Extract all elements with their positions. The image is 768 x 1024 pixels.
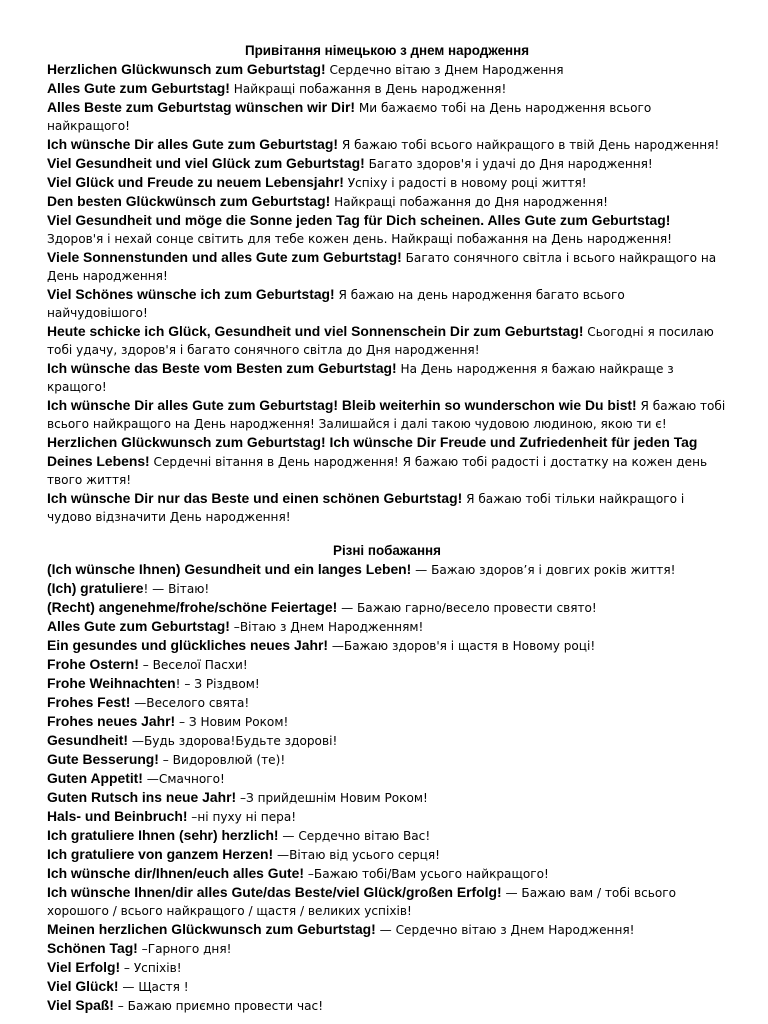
- list-item: [47, 359, 727, 396]
- ukrainian-translation: — Сердечно вітаю з Днем Народження!: [375, 923, 635, 937]
- ukrainian-translation: —Веселого свята!: [130, 696, 250, 710]
- german-phrase: Herzlichen Glückwunsch zum Geburtstag! Ich wünsche Dir Freude und Zufriedenheit für jeden Tag Deines Lebens!: [47, 434, 698, 469]
- section-spacer: [47, 526, 727, 542]
- list-item: [47, 135, 727, 154]
- ukrainian-translation: — Бажаю гарно/весело провести свято!: [337, 601, 597, 615]
- ukrainian-translation: Багато здоров'я і удачі до Дня народження!: [364, 157, 653, 171]
- list-item: [47, 939, 727, 958]
- german-phrase: Viel Schönes wünsche ich zum Geburtstag!: [47, 286, 335, 302]
- ukrainian-translation: – Бажаю приємно провести час!: [113, 999, 324, 1013]
- list-item: [47, 807, 727, 826]
- ukrainian-translation: — Щастя !: [118, 980, 189, 994]
- ukrainian-translation: Успіху і радості в новому році життя!: [343, 176, 587, 190]
- ukrainian-translation: –З прийдешнім Новим Роком!: [236, 791, 428, 805]
- ukrainian-translation: Я бажаю тобі всього найкращого на День народження! Залишайся і далі такою чудовою людиною, якою ти є!: [47, 399, 726, 431]
- german-phrase: Frohe Weihnachten: [47, 675, 176, 691]
- list-item: [47, 958, 727, 977]
- list-item: [47, 248, 727, 285]
- german-phrase: Frohes Fest!: [47, 694, 131, 710]
- list-item: [47, 60, 727, 79]
- german-phrase: Viele Sonnenstunden und alles Gute zum Geburtstag!: [47, 249, 402, 265]
- ukrainian-translation: На День народження я бажаю найкраще з кращого!: [47, 362, 674, 394]
- list-item: [47, 396, 727, 433]
- list-item: [47, 845, 727, 864]
- german-phrase: Frohe Ostern!: [47, 656, 139, 672]
- german-phrase: Ein gesundes und glückliches neues Jahr!: [47, 637, 328, 653]
- ukrainian-translation: – Успіхів!: [120, 961, 182, 975]
- ukrainian-translation: Найкращі побажання до Дня народження!: [330, 195, 608, 209]
- ukrainian-translation: — Бажаю здоров’я і довгих років життя!: [411, 563, 676, 577]
- german-phrase: Herzlichen Glückwunsch zum Geburtstag!: [47, 61, 326, 77]
- ukrainian-translation: Найкращі побажання в День народження!: [229, 82, 507, 96]
- ukrainian-translation: Ми бажаємо тобі на День народження всього найкращого!: [47, 101, 652, 133]
- german-phrase: Meinen herzlichen Glückwunsch zum Geburtstag!: [47, 921, 376, 937]
- ukrainian-translation: —Бажаю здоров'я і щастя в Новому році!: [327, 639, 596, 653]
- list-item: [47, 655, 727, 674]
- list-item: [47, 79, 727, 98]
- ukrainian-translation: –Гарного дня!: [137, 942, 232, 956]
- ukrainian-translation: –Вітаю з Днем Народженням!: [229, 620, 424, 634]
- list-item: [47, 750, 727, 769]
- german-phrase: Ich wünsche Ihnen/dir alles Gute/das Beste/viel Glück/großen Erfolg!: [47, 884, 502, 900]
- list-item: [47, 560, 727, 579]
- german-phrase: Viel Gesundheit und möge die Sonne jeden Tag für Dich scheinen. Alles Gute zum Geburtstag!: [47, 212, 671, 228]
- list-item: [47, 173, 727, 192]
- german-phrase: Viel Erfolg!: [47, 959, 121, 975]
- ukrainian-translation: —Вітаю від усього серця!: [273, 848, 440, 862]
- ukrainian-translation: —Смачного!: [142, 772, 225, 786]
- german-phrase: (Ich) gratuliere: [47, 580, 144, 596]
- list-item: [47, 322, 727, 359]
- list-item: [47, 433, 727, 489]
- german-phrase: Frohes neues Jahr!: [47, 713, 176, 729]
- section-title-birthday: Привітання німецькою з днем народження: [244, 43, 530, 58]
- ukrainian-translation: ! – З Різдвом!: [175, 677, 260, 691]
- ukrainian-translation: –ні пуху ні пера!: [187, 810, 297, 824]
- ukrainian-translation: Сердечно вітаю з Днем Народження: [325, 63, 564, 77]
- list-item: [47, 579, 727, 598]
- german-phrase: Gesundheit!: [47, 732, 129, 748]
- ukrainian-translation: – Веселої Пасхи!: [138, 658, 248, 672]
- ukrainian-translation: Сердечні вітання в День народження! Я бажаю тобі радості і достатку на кожен день твого життя!: [47, 455, 708, 487]
- german-phrase: Ich wünsche Dir alles Gute zum Geburtstag! Bleib weiterhin so wunderschon wie Du bist!: [47, 397, 637, 413]
- ukrainian-translation: –Бажаю тобі/Вам усього найкращого!: [304, 867, 549, 881]
- german-phrase: Ich wünsche Dir alles Gute zum Geburtstag!: [47, 136, 338, 152]
- list-item: [47, 788, 727, 807]
- list-item: [47, 864, 727, 883]
- german-phrase: Gute Besserung!: [47, 751, 159, 767]
- german-phrase: (Ich wünsche Ihnen) Gesundheit und ein langes Leben!: [47, 561, 412, 577]
- list-item: [47, 977, 727, 996]
- list-item: [47, 712, 727, 731]
- german-phrase: Heute schicke ich Glück, Gesundheit und viel Sonnenschein Dir zum Geburtstag!: [47, 323, 584, 339]
- ukrainian-translation: Я бажаю тобі всього найкращого в твій День народження!: [338, 138, 720, 152]
- german-phrase: (Recht) angenehme/frohe/schöne Feiertage!: [47, 599, 338, 615]
- list-item: [47, 192, 727, 211]
- german-phrase: Ich gratuliere von ganzem Herzen!: [47, 846, 274, 862]
- german-phrase: Ich wünsche Dir nur das Beste und einen schönen Geburtstag!: [47, 490, 463, 506]
- german-phrase: Alles Beste zum Geburtstag wünschen wir Dir!: [47, 99, 355, 115]
- document-page: [47, 42, 727, 1015]
- list-item: [47, 674, 727, 693]
- ukrainian-translation: Здоров'я і нехай сонце світить для тебе кожен день. Найкращі побажання на День народження!: [47, 232, 672, 246]
- ukrainian-translation: —Будь здорова!Будьте здорові!: [128, 734, 338, 748]
- ukrainian-translation: Я бажаю на день народження багато всього найчудовішого!: [47, 288, 625, 320]
- german-phrase: Viel Glück!: [47, 978, 119, 994]
- ukrainian-translation: – Видоровлюй (те)!: [158, 753, 286, 767]
- ukrainian-translation: Я бажаю тобі тільки найкращого і чудово відзначити День народження!: [47, 492, 685, 524]
- ukrainian-translation: — Сердечно вітаю Вас!: [278, 829, 431, 843]
- list-item: [47, 617, 727, 636]
- list-item: [47, 154, 727, 173]
- list-item: [47, 920, 727, 939]
- list-item: [47, 769, 727, 788]
- german-phrase: Schönen Tag!: [47, 940, 138, 956]
- birthday-list: [47, 60, 727, 526]
- german-phrase: Guten Appetit!: [47, 770, 143, 786]
- list-item: [47, 211, 727, 248]
- ukrainian-translation: ! — Вітаю!: [143, 582, 210, 596]
- german-phrase: Viel Spaß!: [47, 997, 114, 1013]
- german-phrase: Viel Gesundheit und viel Glück zum Geburtstag!: [47, 155, 365, 171]
- list-item: [47, 489, 727, 526]
- german-phrase: Alles Gute zum Geburtstag!: [47, 80, 230, 96]
- german-phrase: Alles Gute zum Geburtstag!: [47, 618, 230, 634]
- list-item: [47, 693, 727, 712]
- list-item: [47, 598, 727, 617]
- ukrainian-translation: — Бажаю вам / тобі всього хорошого / всього найкращого / щастя / великих успіхів!: [47, 886, 677, 918]
- ukrainian-translation: Сьогодні я посилаю тобі удачу, здоров'я і багато сонячного світла до Дня народження!: [47, 325, 714, 357]
- german-phrase: Hals- und Beinbruch!: [47, 808, 188, 824]
- german-phrase: Den besten Glückwünsch zum Geburtstag!: [47, 193, 331, 209]
- list-item: [47, 636, 727, 655]
- german-phrase: Guten Rutsch ins neue Jahr!: [47, 789, 237, 805]
- list-item: [47, 883, 727, 920]
- ukrainian-translation: Багато сонячного світла і всього найкращого на День народження!: [47, 251, 717, 283]
- list-item: [47, 826, 727, 845]
- section-title-misc: Різні побажання: [333, 543, 441, 558]
- list-item: [47, 731, 727, 750]
- ukrainian-translation: – З Новим Роком!: [175, 715, 289, 729]
- german-phrase: Viel Glück und Freude zu neuem Lebensjahr!: [47, 174, 344, 190]
- german-phrase: Ich gratuliere Ihnen (sehr) herzlich!: [47, 827, 279, 843]
- list-item: [47, 996, 727, 1015]
- german-phrase: Ich wünsche das Beste vom Besten zum Geburtstag!: [47, 360, 397, 376]
- list-item: [47, 285, 727, 322]
- list-item: [47, 98, 727, 135]
- misc-list: [47, 560, 727, 1015]
- german-phrase: Ich wünsche dir/Ihnen/euch alles Gute!: [47, 865, 305, 881]
